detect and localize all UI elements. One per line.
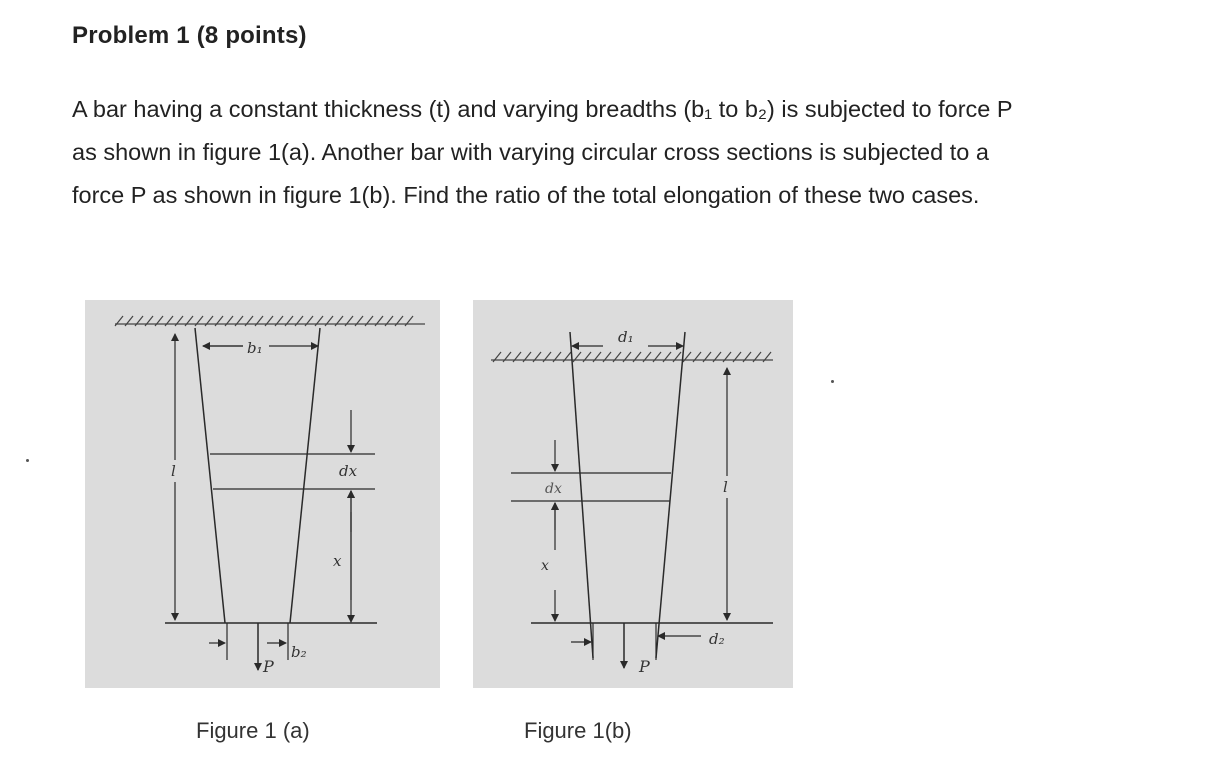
force-label: P (639, 657, 650, 676)
figure-1a-drawing (85, 300, 440, 688)
dx-label: dx (339, 462, 358, 480)
statement-line-2: as shown in figure 1(a). Another bar with varying circular cross sections is subjected to a (72, 139, 989, 165)
figure-1a (85, 300, 440, 688)
d1-label: d₁ (618, 328, 634, 346)
dx-label: dx (545, 481, 562, 497)
scan-speck (831, 380, 834, 383)
figure-1b-drawing (473, 300, 793, 688)
length-label: l (171, 462, 176, 480)
statement-line-1: A bar having a constant thickness (t) and varying breadths (b₁ to b₂) is subjected to force P (72, 96, 1013, 122)
scan-speck (26, 459, 29, 462)
length-label: l (723, 478, 728, 496)
statement-line-3: force P as shown in figure 1(b). Find the ratio of the total elongation of these two cases. (72, 182, 980, 208)
figure-1b-caption: Figure 1(b) (524, 718, 632, 743)
problem-title: Problem 1 (8 points) (72, 22, 307, 49)
figure-1a-caption: Figure 1 (a) (196, 718, 310, 743)
b2-label: b₂ (291, 643, 307, 661)
d2-label: d₂ (709, 630, 725, 648)
x-label: x (333, 552, 342, 570)
problem-statement (72, 88, 1182, 217)
force-label: P (263, 657, 274, 676)
figure-1a-background (85, 300, 440, 688)
figure-1b (473, 300, 793, 688)
figure-1b-background (473, 300, 793, 688)
b1-label: b₁ (247, 339, 263, 357)
x-label: x (541, 558, 549, 574)
